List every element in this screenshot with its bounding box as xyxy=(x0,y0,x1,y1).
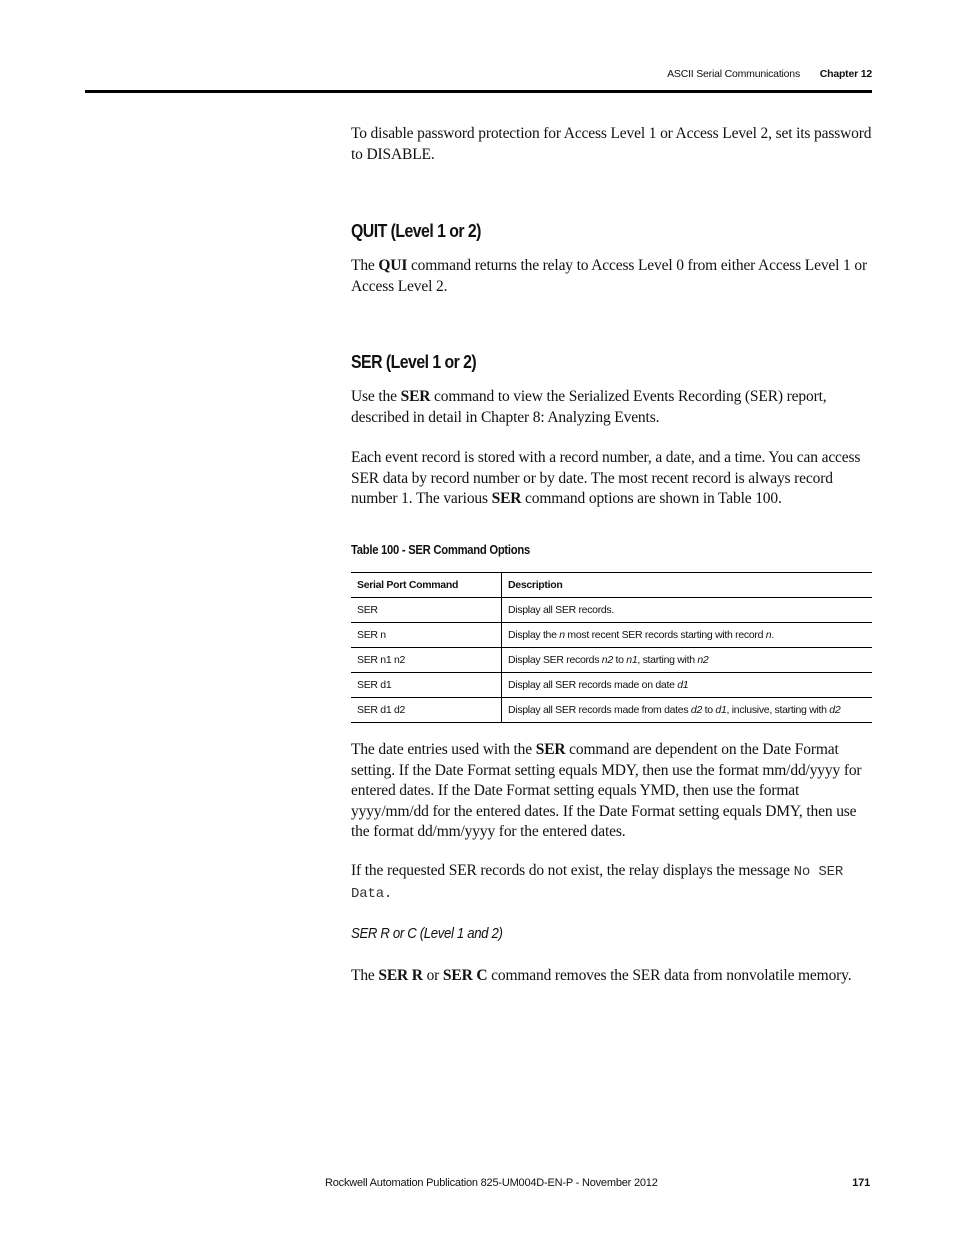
description-text: Display all SER records made on date xyxy=(508,679,678,691)
publication-footer: Rockwell Automation Publication 825-UM004D-EN-P - November 2012 xyxy=(325,1177,658,1189)
ser-paragraph-1: Use the SER command to view the Serialized Events Recording (SER) report, described in detail in Chapter 8: Analyzing Events. xyxy=(351,388,827,426)
command-cell: SER n xyxy=(351,623,502,648)
page-header xyxy=(85,66,872,93)
command-cell: SER xyxy=(351,598,502,623)
page-number: 171 xyxy=(852,1177,870,1189)
quit-heading: QUIT (Level 1 or 2) xyxy=(351,221,481,241)
ser-command: SER xyxy=(400,388,431,405)
ser-c-command: SER C xyxy=(442,967,488,984)
ser-heading: SER (Level 1 or 2) xyxy=(351,352,477,372)
ser-options-table xyxy=(351,572,872,723)
intro-paragraph xyxy=(351,124,876,165)
no-data-paragraph: If the requested SER records do not exist, the relay displays the message No SER Data. xyxy=(351,862,844,902)
ser-command: SER xyxy=(535,741,566,758)
command-cell: SER n1 n2 xyxy=(351,648,502,673)
description-text: , starting with xyxy=(637,654,698,666)
parameter-variable: n xyxy=(765,629,772,641)
qui-command: QUI xyxy=(378,257,408,274)
description-cell xyxy=(502,623,873,648)
parameter-variable: n1 xyxy=(626,654,638,666)
description-cell xyxy=(502,673,873,698)
command-cell: SER d1 xyxy=(351,673,502,698)
parameter-variable: d1 xyxy=(677,679,689,691)
ser-paragraph-2: Each event record is stored with a record number, a date, and a time. You can access SER data by record number or by date. The most recent record is always record number 1. The various SER command options are shown in Table 100. xyxy=(351,449,861,507)
running-head: ASCII Serial Communications xyxy=(667,68,800,80)
parameter-variable: n2 xyxy=(697,654,709,666)
parameter-variable: n xyxy=(559,629,565,641)
quit-paragraph: The QUI command returns the relay to Access Level 0 from either Access Level 1 or Access Level 2. xyxy=(351,257,867,295)
parameter-variable: n2 xyxy=(601,654,613,666)
parameter-variable: d1 xyxy=(715,704,727,716)
description-text: to xyxy=(702,704,716,716)
column-header-command: Serial Port Command xyxy=(351,573,502,598)
description-text: to xyxy=(612,654,627,666)
description-cell xyxy=(502,648,873,673)
command-cell: SER d1 d2 xyxy=(351,698,502,723)
ser-r-command: SER R xyxy=(378,967,423,984)
description-cell xyxy=(502,698,873,723)
date-format-paragraph: The date entries used with the SER command are dependent on the Date Format setting. If the Date Format setting equals MDY, then use the format mm/dd/yyyy for entered dates. If the Date Format setting equals YMD, then use the format yyyy/mm/dd for the entered dates. If the Date Format setting equals DMY, then use the format dd/mm/yyyy for the entered dates. xyxy=(351,741,862,840)
description-text: Display all SER records. xyxy=(508,604,615,616)
description-cell xyxy=(502,598,873,623)
description-text: most recent SER records starting with record xyxy=(564,629,766,641)
table-row xyxy=(351,623,872,648)
parameter-variable: d2 xyxy=(829,704,841,716)
ser-rc-paragraph: The SER R or SER C command removes the SER data from nonvolatile memory. xyxy=(351,967,852,984)
table-header-row xyxy=(351,573,872,598)
table-row xyxy=(351,673,872,698)
intro-text: To disable password protection for Access Level 1 or Access Level 2, set its password to DISABLE. xyxy=(351,125,872,163)
table-row xyxy=(351,648,872,673)
parameter-variable: d2 xyxy=(690,704,703,716)
description-text: . xyxy=(771,629,774,641)
description-text: , inclusive, starting with xyxy=(726,704,830,716)
description-text: Display the xyxy=(508,629,560,641)
ser-rc-subheading: SER R or C (Level 1 and 2) xyxy=(351,925,503,942)
table-caption: Table 100 - SER Command Options xyxy=(351,543,530,557)
chapter-label: Chapter 12 xyxy=(819,68,872,80)
table-row xyxy=(351,698,872,723)
description-text: Display all SER records made from dates xyxy=(508,704,691,716)
no-ser-data-message: No SER Data. xyxy=(351,864,844,902)
ser-command: SER xyxy=(491,490,522,507)
column-header-description: Description xyxy=(502,573,873,598)
table-row xyxy=(351,598,872,623)
description-text: Display SER records xyxy=(508,654,602,666)
